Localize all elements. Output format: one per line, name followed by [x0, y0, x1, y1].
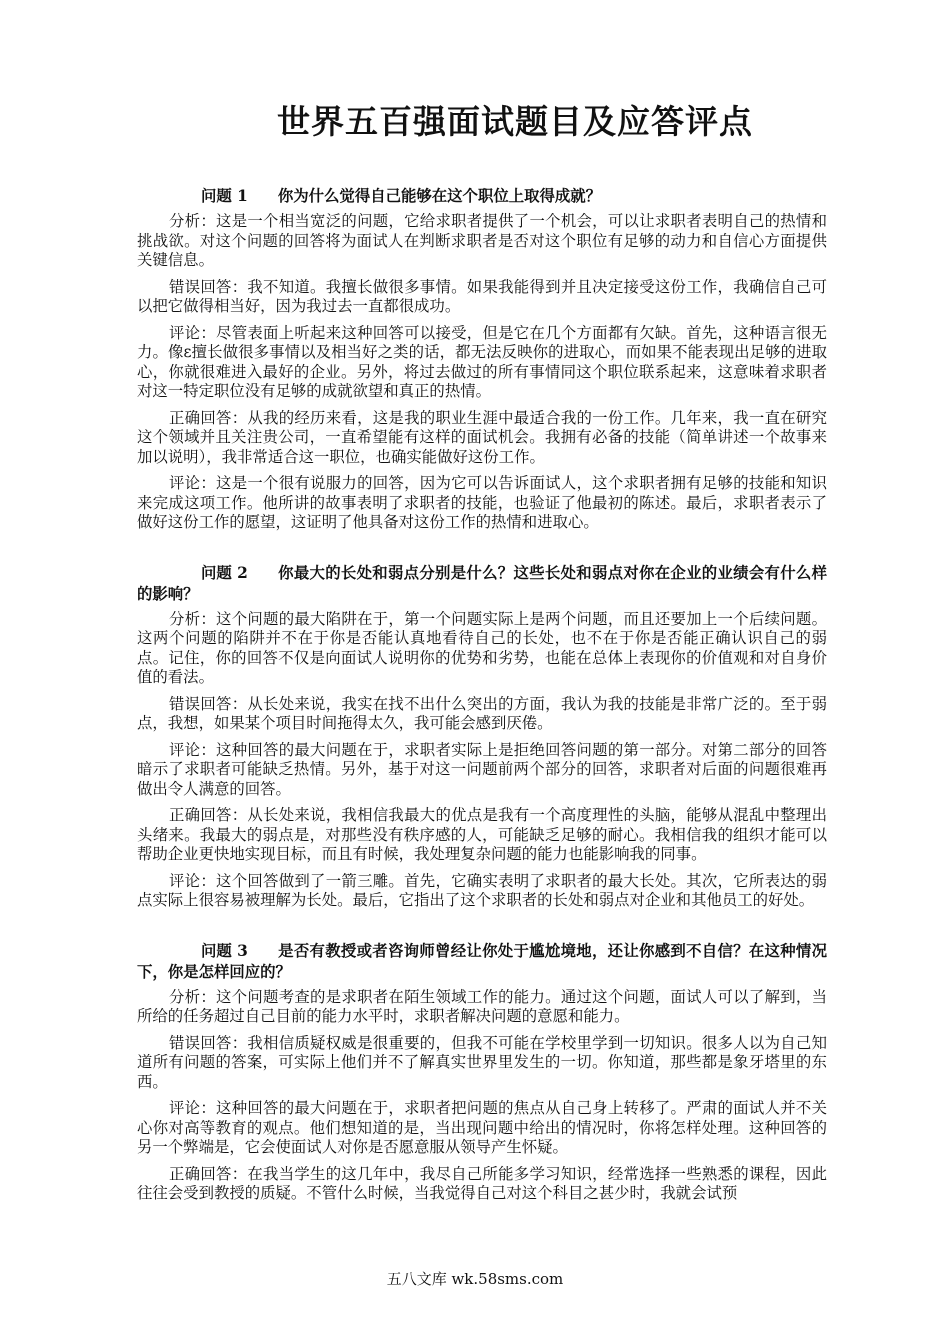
question-section-3 [137, 941, 827, 1204]
comment-paragraph: 评论：这种回答的最大问题在于，求职者把问题的焦点从自己身上转移了。严肃的面试人并不关心你对高等教育的观点。他们想知道的是，当出现问题中给出的情况时，你将怎样处理。这种回答的另一个弊端是，它会使面试人对你是否愿意服从领导产生怀疑。 [137, 1099, 827, 1156]
comment-paragraph: 评论：这种回答的最大问题在于，求职者实际上是拒绝回答问题的第一部分。对第二部分的回答暗示了求职者可能缺乏热情。另外，基于对这一问题前两个部分的回答，求职者对后面的问题很难再做出令人满意的回答。 [137, 740, 827, 798]
correct-answer-paragraph: 正确回答：从长处来说，我相信我最大的优点是我有一个高度理性的头脑，能够从混乱中整理出头绪来。我最大的弱点是，对那些没有秩序感的人，可能缺乏足够的耐心。我相信我的组织才能可以帮助企业更快地实现目标，而且有时候，我处理复杂问题的能力也能影响我的同事。 [137, 806, 827, 863]
question-heading [137, 941, 827, 983]
document-body [137, 186, 827, 1211]
correct-answer-paragraph: 正确回答：从我的经历来看，这是我的职业生涯中最适合我的一份工作。几年来，我一直在研究这个领域并且关注贵公司，一直希望能有这样的面试机会。我拥有必备的技能（简单讲述一个故事来加以说明），我非常适合这一职位，也确实能做好这份工作。 [137, 408, 827, 466]
question-heading [137, 186, 827, 207]
wrong-answer-paragraph: 错误回答：我不知道。我擅长做很多事情。如果我能得到并且决定接受这份工作，我确信自己可以把它做得相当好，因为我过去一直都很成功。 [137, 277, 827, 315]
question-number: 问题 2 [201, 563, 248, 582]
question-heading [137, 563, 827, 605]
footer-watermark: 五八文库 wk.58sms.com [386, 1270, 564, 1288]
question-text: 你最大的长处和弱点分别是什么？这些长处和弱点对你在企业的业绩会有什么样的影响？ [137, 563, 827, 603]
comment-paragraph: 评论：尽管表面上听起来这种回答可以接受，但是它在几个方面都有欠缺。首先，这种语言很无力。像ε擅长做很多事情以及相当好之类的话，都无法反映你的进取心，而如果不能表现出足够的进取心，你就很难进入最好的企业。另外，将过去做过的所有事情同这个职位联系起来，这意味着求职者对这一特定职位没有足够的成就欲望和真正的热情。 [137, 323, 827, 400]
question-text: 你为什么觉得自己能够在这个职位上取得成就？ [277, 187, 602, 205]
question-text: 是否有教授或者咨询师曾经让你处于尴尬境地，还让你感到不自信？在这种情况下，你是怎样回应的？ [137, 941, 827, 981]
analysis-paragraph: 分析：这个问题考查的是求职者在陌生领域工作的能力。通过这个问题，面试人可以了解到，当所给的任务超过自己目前的能力水平时，求职者解决问题的意愿和能力。 [137, 987, 827, 1025]
correct-answer-paragraph: 正确回答：在我当学生的这几年中，我尽自己所能多学习知识，经常选择一些熟悉的课程，因此往往会受到教授的质疑。不管什么时候，当我觉得自己对这个科目之甚少时，我就会试预 [137, 1164, 827, 1202]
analysis-paragraph: 分析：这个问题的最大陷阱在于，第一个问题实际上是两个问题，而且还要加上一个后续问题。这两个问题的陷阱并不在于你是否能认真地看待自己的长处，也不在于你是否能正确认识自己的弱点。记住，你的回答不仅是向面试人说明你的优势和劣势，也能在总体上表现你的价值观和对自身价值的看法。 [137, 609, 827, 686]
wrong-answer-paragraph: 错误回答：我相信质疑权威是很重要的，但我不可能在学校里学到一切知识。很多人以为自己知道所有问题的答案，可实际上他们并不了解真实世界里发生的一切。你知道，那些都是象牙塔里的东西。 [137, 1033, 827, 1091]
comment-paragraph: 评论：这个回答做到了一箭三雕。首先，它确实表明了求职者的最大长处。其次，它所表达的弱点实际上很容易被理解为长处。最后，它指出了这个求职者的长处和弱点对企业和其他员工的好处。 [137, 871, 827, 909]
document-title: 世界五百强面试题目及应答评点 [277, 102, 753, 141]
question-number: 问题 3 [201, 941, 248, 960]
analysis-paragraph: 分析：这是一个相当宽泛的问题，它给求职者提供了一个机会，可以让求职者表明自己的热情和挑战欲。对这个问题的回答将为面试人在判断求职者是否对这个职位有足够的动力和自信心方面提供关键信息。 [137, 212, 827, 269]
question-number: 问题 1 [201, 187, 248, 205]
comment-paragraph: 评论：这是一个很有说服力的回答，因为它可以告诉面试人，这个求职者拥有足够的技能和知识来完成这项工作。他所讲的故事表明了求职者的技能，也验证了他最初的陈述。最后，求职者表示了做好这份工作的愿望，这证明了他具备对这份工作的热情和进取心。 [137, 474, 827, 531]
question-section-2 [137, 563, 827, 911]
wrong-answer-paragraph: 错误回答：从长处来说，我实在找不出什么突出的方面，我认为我的技能是非常广泛的。至于弱点，我想，如果某个项目时间拖得太久，我可能会感到厌倦。 [137, 694, 827, 732]
question-section-1 [137, 186, 827, 533]
